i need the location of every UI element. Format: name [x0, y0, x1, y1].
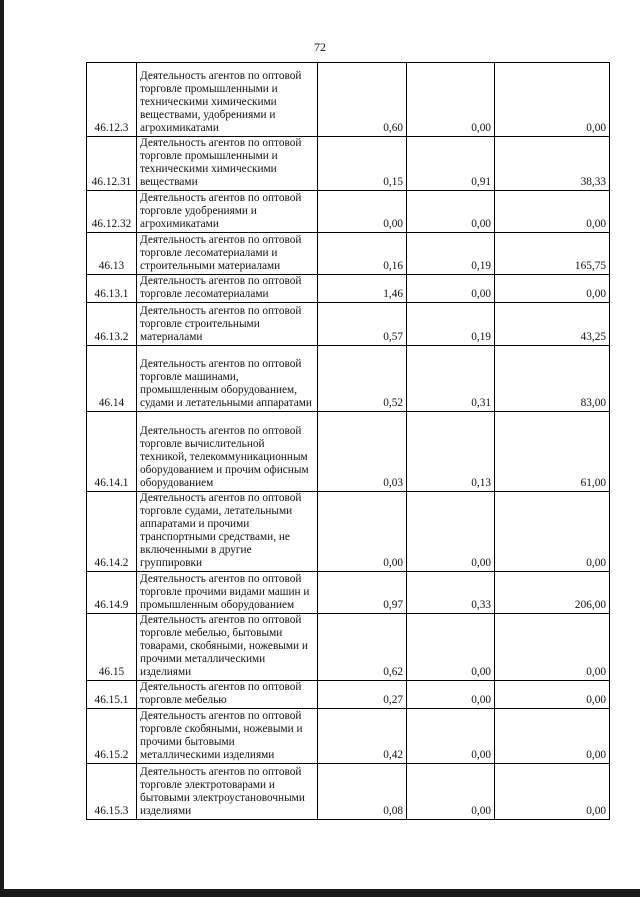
- activity-code: 46.13: [87, 233, 137, 275]
- activity-name: Деятельность агентов по оптовой торговле лесоматериалами и строительными материалами: [137, 233, 318, 275]
- activity-name: Деятельность агентов по оптовой торговле строительными материалами: [137, 303, 318, 346]
- value-col-3: 0,00: [495, 191, 610, 233]
- value-col-3: 0,00: [495, 709, 610, 764]
- value-col-1: 0,16: [318, 233, 407, 275]
- activity-name: Деятельность агентов по оптовой торговле промышленными и техническими химическими веществами, удобрениями и агрохимикатами: [137, 63, 318, 137]
- value-col-1: 0,62: [318, 614, 407, 681]
- value-col-2: 0,00: [407, 614, 495, 681]
- value-col-2: 0,19: [407, 303, 495, 346]
- value-col-1: 1,46: [318, 275, 407, 303]
- activity-name: Деятельность агентов по оптовой торговле судами, летательными аппаратами и прочими транспортными средствами, не включенными в другие группировки: [137, 492, 318, 572]
- table-row: [87, 492, 610, 572]
- activity-code: 46.14.2: [87, 492, 137, 572]
- value-col-1: 0,00: [318, 191, 407, 233]
- value-col-2: 0,00: [407, 709, 495, 764]
- table-row: [87, 191, 610, 233]
- table-row: [87, 681, 610, 709]
- value-col-1: 0,52: [318, 346, 407, 412]
- activity-code: 46.15.3: [87, 764, 137, 820]
- page-number: 72: [314, 40, 326, 54]
- value-col-3: 0,00: [495, 614, 610, 681]
- activity-code: 46.14.9: [87, 572, 137, 614]
- activity-name: Деятельность агентов по оптовой торговле прочими видами машин и промышленным оборудованием: [137, 572, 318, 614]
- activity-name: Деятельность агентов по оптовой торговле удобрениями и агрохимикатами: [137, 191, 318, 233]
- value-col-2: 0,00: [407, 764, 495, 820]
- value-col-2: 0,00: [407, 191, 495, 233]
- scan-edge-bottom: [0, 889, 640, 897]
- value-col-3: 0,00: [495, 681, 610, 709]
- value-col-2: 0,00: [407, 63, 495, 137]
- value-col-3: 206,00: [495, 572, 610, 614]
- activity-code: 46.13.1: [87, 275, 137, 303]
- activity-name: Деятельность агентов по оптовой торговле лесоматериалами: [137, 275, 318, 303]
- activity-code: 46.13.2: [87, 303, 137, 346]
- table-row: [87, 572, 610, 614]
- value-col-3: 0,00: [495, 492, 610, 572]
- value-col-1: 0,08: [318, 764, 407, 820]
- value-col-3: 38,33: [495, 137, 610, 191]
- activity-code: 46.12.32: [87, 191, 137, 233]
- value-col-3: 0,00: [495, 764, 610, 820]
- table-row: [87, 614, 610, 681]
- value-col-2: 0,33: [407, 572, 495, 614]
- activity-code: 46.14: [87, 346, 137, 412]
- activity-code: 46.15.2: [87, 709, 137, 764]
- activity-name: Деятельность агентов по оптовой торговле машинами, промышленным оборудованием, судами и летательными аппаратами: [137, 346, 318, 412]
- value-col-1: 0,03: [318, 412, 407, 492]
- activity-code: 46.12.31: [87, 137, 137, 191]
- table-row: [87, 275, 610, 303]
- activity-name: Деятельность агентов по оптовой торговле промышленными и техническими химическими веществами: [137, 137, 318, 191]
- activity-name: Деятельность агентов по оптовой торговле мебелью, бытовыми товарами, скобяными, ножевыми и прочими металлическими изделиями: [137, 614, 318, 681]
- value-col-1: 0,00: [318, 492, 407, 572]
- value-col-1: 0,97: [318, 572, 407, 614]
- table-row: [87, 233, 610, 275]
- value-col-2: 0,31: [407, 346, 495, 412]
- value-col-3: 165,75: [495, 233, 610, 275]
- value-col-2: 0,13: [407, 412, 495, 492]
- scan-edge-left: [0, 0, 4, 897]
- table-row: [87, 63, 610, 137]
- activity-table: [86, 62, 610, 820]
- value-col-2: 0,00: [407, 275, 495, 303]
- value-col-1: 0,57: [318, 303, 407, 346]
- value-col-2: 0,91: [407, 137, 495, 191]
- value-col-2: 0,00: [407, 492, 495, 572]
- value-col-1: 0,60: [318, 63, 407, 137]
- value-col-2: 0,19: [407, 233, 495, 275]
- activity-code: 46.15: [87, 614, 137, 681]
- activity-name: Деятельность агентов по оптовой торговле скобяными, ножевыми и прочими бытовыми металлическими изделиями: [137, 709, 318, 764]
- table-row: [87, 137, 610, 191]
- value-col-3: 0,00: [495, 63, 610, 137]
- activity-code: 46.12.3: [87, 63, 137, 137]
- value-col-3: 0,00: [495, 275, 610, 303]
- value-col-2: 0,00: [407, 681, 495, 709]
- activity-name: Деятельность агентов по оптовой торговле электротоварами и бытовыми электроустановочными изделиями: [137, 764, 318, 820]
- value-col-3: 83,00: [495, 346, 610, 412]
- value-col-1: 0,15: [318, 137, 407, 191]
- activity-code: 46.15.1: [87, 681, 137, 709]
- activity-name: Деятельность агентов по оптовой торговле мебелью: [137, 681, 318, 709]
- table-row: [87, 709, 610, 764]
- table-row: [87, 346, 610, 412]
- value-col-1: 0,42: [318, 709, 407, 764]
- table-row: [87, 764, 610, 820]
- value-col-1: 0,27: [318, 681, 407, 709]
- value-col-3: 61,00: [495, 412, 610, 492]
- value-col-3: 43,25: [495, 303, 610, 346]
- activity-name: Деятельность агентов по оптовой торговле вычислительной техникой, телекоммуникационным оборудованием и прочим офисным оборудованием: [137, 412, 318, 492]
- table-row: [87, 303, 610, 346]
- table-row: [87, 412, 610, 492]
- activity-code: 46.14.1: [87, 412, 137, 492]
